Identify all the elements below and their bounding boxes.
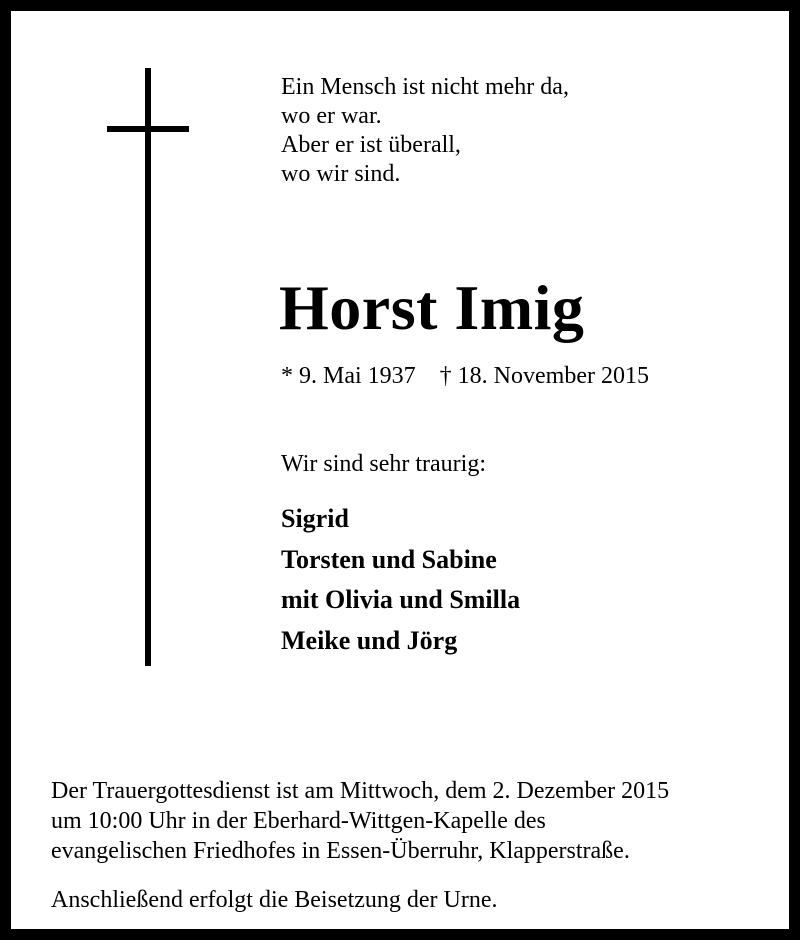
mourner: Sigrid	[281, 504, 349, 533]
service-line: Der Trauergottesdienst ist am Mittwoch, dem 2. Dezember 2015	[51, 778, 670, 804]
cross-icon	[145, 68, 151, 666]
deceased-name: Horst Imig	[279, 272, 585, 343]
poem-line: Ein Mensch ist nicht mehr da,	[281, 74, 569, 100]
service-line: evangelischen Friedhofes in Essen-Überruhr, Klapperstraße.	[51, 838, 630, 864]
poem-line: wo wir sind.	[281, 161, 401, 187]
poem-line: wo er war.	[281, 103, 382, 129]
mourning-intro: Wir sind sehr traurig:	[281, 451, 486, 477]
mourner: Torsten und Sabine	[281, 544, 497, 574]
mourners-list	[281, 499, 520, 661]
poem-line: Aber er ist überall,	[281, 132, 461, 158]
service-details	[51, 776, 669, 866]
mourner: Meike und Jörg	[281, 625, 458, 655]
mourner: mit Olivia und Smilla	[281, 585, 521, 614]
cross-icon-crossbar	[107, 126, 189, 132]
birth-date: * 9. Mai 1937	[281, 363, 416, 389]
life-dates	[281, 361, 649, 391]
burial-note: Anschließend erfolgt die Beisetzung der Urne.	[51, 887, 498, 913]
death-date: † 18. November 2015	[439, 363, 649, 389]
poem	[281, 73, 569, 189]
service-line: um 10:00 Uhr in der Eberhard-Wittgen-Kapelle des	[51, 808, 546, 834]
